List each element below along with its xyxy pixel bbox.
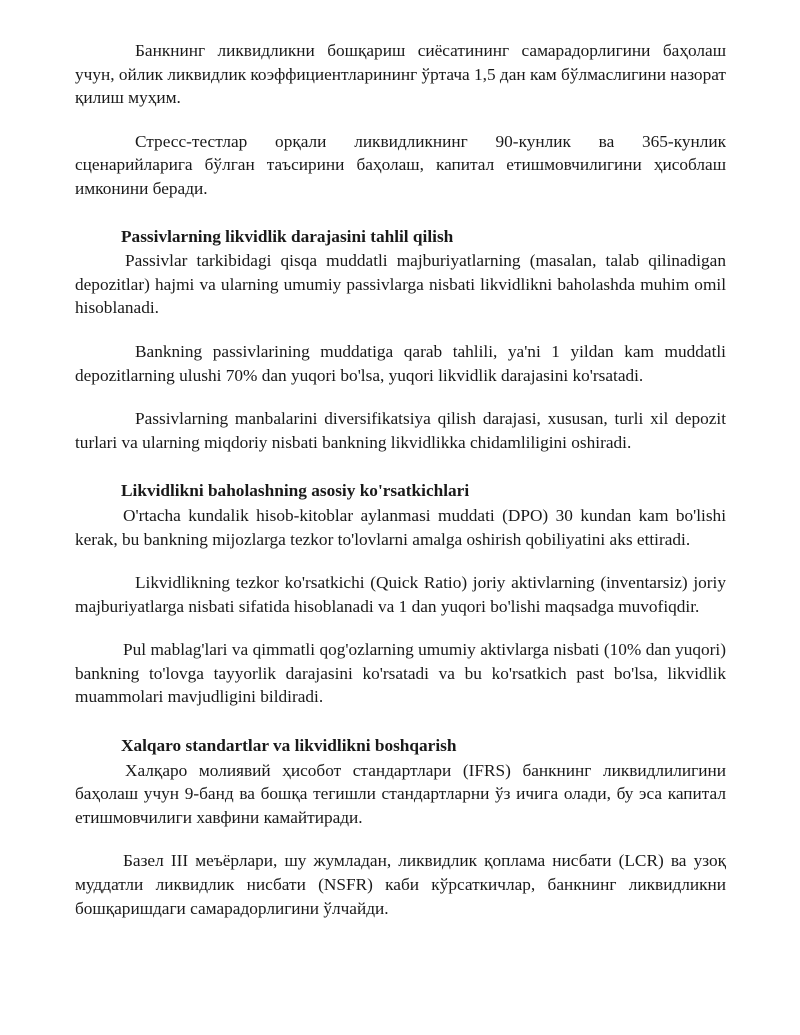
section-heading: Xalqaro standartlar va likvidlikni boshqarish [121,736,457,756]
paragraph: Passivlar tarkibidagi qisqa muddatli majburiyatlarning (masalan, talab qilinadigan depozitlar) hajmi va ularning umumiy passivlarga nisbati likvidlikni baholashda muhim omil hisoblanadi. [75,251,726,318]
paragraph: Халқаро молиявий ҳисобот стандартлари (IFRS) банкнинг ликвидлилигини баҳолаш учун 9-банд ва бошқа тегишли стандартларни ўз ичига олади, бу эса капитал етишмовчилиги хавфини камайтиради. [75,760,726,827]
section-heading: Likvidlikni baholashning asosiy ko'rsatkichlari [121,481,470,501]
section-heading: Passivlarning likvidlik darajasini tahlil qilish [121,226,454,246]
paragraph: Стресс-тестлар орқали ликвидликнинг 90-кунлик ва 365-кунлик сценарийларига бўлган таъсирини баҳолаш, капитал етишмовчилигини ҳисоблаш имконини беради. [75,131,726,198]
paragraph: Базел III меъёрлари, шу жумладан, ликвидлик қоплама нисбати (LCR) ва узоқ муддатли ликвидлик нисбати (NSFR) каби кўрсаткичлар, банкнинг ликвидликни бошқаришдаги самарадорлигини ўлчайди. [75,851,726,918]
paragraph: O'rtacha kundalik hisob-kitoblar aylanmasi muddati (DPO) 30 kundan kam bo'lishi kerak, bu bankning mijozlarga tezkor to'lovlarni amalga oshirish qobiliyatini aks ettiradi. [75,505,726,549]
paragraph: Passivlarning manbalarini diversifikatsiya qilish darajasi, xususan, turli xil depozit turlari va ularning miqdoriy nisbati bankning likvidlikka chidamliligini oshiradi. [75,409,726,452]
paragraph: Bankning passivlarining muddatiga qarab tahlili, ya'ni 1 yildan kam muddatli depozitlarning ulushi 70% dan yuqori bo'lsa, yuqori likvidlik darajasini ko'rsatadi. [75,341,726,385]
paragraph: Банкнинг ликвидликни бошқариш сиёсатининг самарадорлигини баҳолаш учун, ойлик ликвидлик коэффициентларининг ўртача 1,5 дан кам бўлмаслигини назорат қилиш муҳим. [75,41,726,108]
document-page [75,39,726,920]
paragraph: Likvidlikning tezkor ko'rsatkichi (Quick Ratio) joriy aktivlarning (inventarsiz) joriy majburiyatlarga nisbati sifatida hisoblanadi va 1 dan yuqori bo'lishi maqsadga muvofiqdir. [75,573,726,616]
paragraph: Pul mablag'lari va qimmatli qog'ozlarning umumiy aktivlarga nisbati (10% dan yuqori) bankning to'lovga tayyorlik darajasini ko'rsatadi va bu ko'rsatkich past bo'lsa, likvidlik muammolari mavjudligini bildiradi. [75,640,726,707]
